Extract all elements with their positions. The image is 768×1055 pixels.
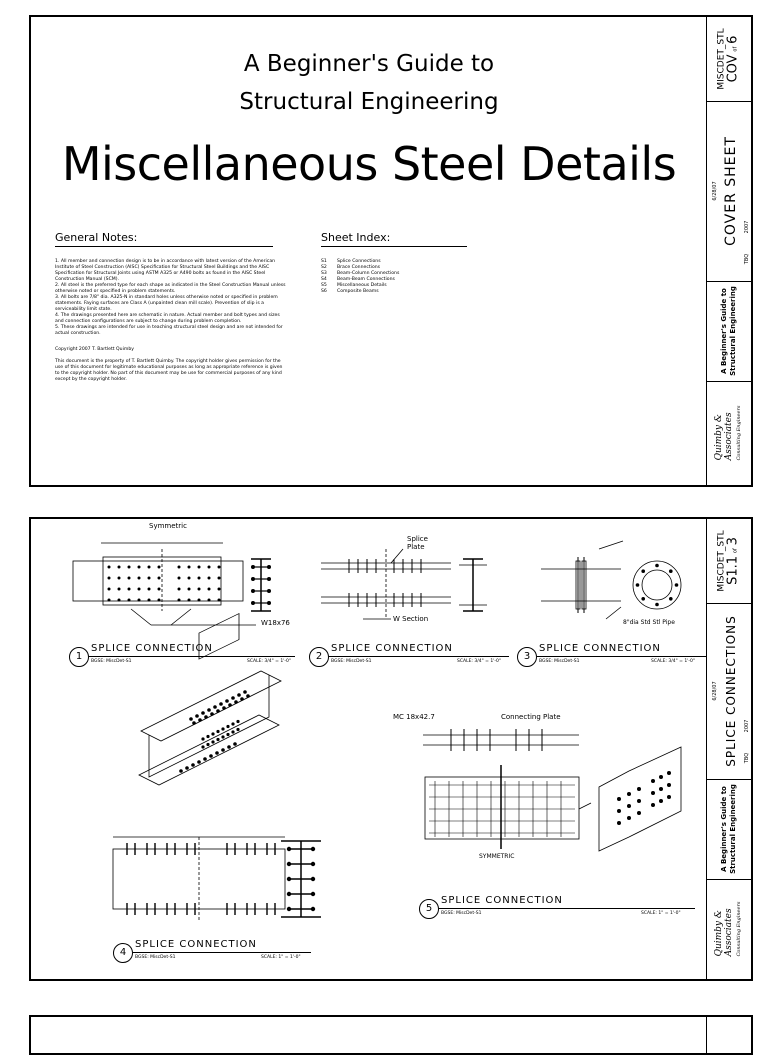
bolt-mark bbox=[188, 566, 191, 569]
bolt-mark bbox=[218, 566, 221, 569]
bolt-mark bbox=[204, 715, 208, 719]
bolt-mark bbox=[148, 599, 151, 602]
bolt-mark bbox=[197, 760, 201, 764]
detail-3-drawing bbox=[541, 541, 681, 619]
bolt-mark bbox=[218, 599, 221, 602]
index-name: Brace Connections bbox=[337, 265, 381, 270]
bolt-mark bbox=[158, 588, 161, 591]
bolt-mark bbox=[198, 566, 201, 569]
detail-1-title: SPLICE CONNECTION bbox=[91, 643, 213, 654]
index-name: Beam-Beam Connections bbox=[337, 277, 395, 282]
tb-date: 2007 bbox=[744, 220, 750, 234]
d3-arrow bbox=[599, 541, 623, 549]
index-name: Composite Beams bbox=[337, 289, 379, 294]
index-code: S6 bbox=[321, 289, 327, 294]
bolt-mark bbox=[128, 599, 131, 602]
d5-top-bolts bbox=[451, 729, 542, 751]
w18x76-label: W18x76 bbox=[261, 619, 290, 627]
tb-book-title-2: Structural Engineering bbox=[729, 286, 737, 376]
tb-book-title bbox=[720, 286, 738, 376]
symmetric2-label: SYMMETRIC bbox=[479, 853, 515, 860]
bolt-mark bbox=[267, 577, 271, 581]
bolt-mark bbox=[651, 791, 655, 795]
bolt-mark bbox=[198, 718, 202, 722]
d5-iso-plate bbox=[599, 747, 681, 851]
tb-sheet-total: 6 bbox=[725, 35, 741, 44]
bolt-mark bbox=[179, 769, 183, 773]
bolt-mark bbox=[231, 696, 235, 700]
tb2-revision: 6/28/07 bbox=[712, 681, 718, 701]
bolt-mark bbox=[208, 577, 211, 580]
bolt-mark bbox=[637, 811, 641, 815]
bolt-mark bbox=[287, 862, 291, 866]
bolt-mark bbox=[226, 725, 229, 728]
bolt-mark bbox=[108, 599, 111, 602]
detail-bubble-2: 2 bbox=[309, 647, 329, 667]
detail-1-drawing bbox=[73, 543, 271, 625]
bolt-mark bbox=[659, 775, 663, 779]
bolt-mark bbox=[667, 795, 671, 799]
bolt-mark bbox=[211, 732, 214, 735]
bolt-mark bbox=[234, 700, 238, 704]
bolt-mark bbox=[218, 577, 221, 580]
d3-pipe bbox=[541, 569, 621, 601]
bolt-mark bbox=[311, 892, 315, 896]
bolt-mark bbox=[251, 577, 255, 581]
bolt-mark bbox=[201, 711, 205, 715]
note-3: 3. All bolts are 7/8" dia. A325-N in standard holes unless otherwise noted or specified in problem statements. Faying surfaces are Class A (unpainted clean mill scale). Prevention of slip is a serviceability limit state. bbox=[55, 295, 278, 312]
tb-book-title-1: A Beginner's Guide to bbox=[720, 288, 728, 374]
bolt-mark bbox=[192, 721, 196, 725]
general-notes-list bbox=[55, 259, 287, 383]
d1-leader-a bbox=[131, 609, 151, 625]
bolt-mark bbox=[138, 566, 141, 569]
d4-bolts bbox=[127, 843, 275, 915]
bolt-mark bbox=[637, 787, 641, 791]
bolt-mark bbox=[236, 728, 239, 731]
bolt-mark bbox=[210, 712, 214, 716]
sheet-index-heading bbox=[321, 231, 390, 244]
detail-5-drawing bbox=[423, 729, 681, 851]
detail-bubble-4: 4 bbox=[113, 943, 133, 963]
tb-project-no: MISCDET_STL bbox=[716, 28, 727, 90]
d3-pipe-circle bbox=[642, 570, 672, 600]
d5-elevation bbox=[425, 777, 579, 839]
bolt-mark bbox=[128, 588, 131, 591]
bolt-mark bbox=[158, 566, 161, 569]
bolt-mark bbox=[148, 588, 151, 591]
detail-3-scale: SCALE: 3/4" = 1'-0" bbox=[651, 659, 695, 664]
bolt-mark bbox=[617, 809, 621, 813]
splice-plate-label bbox=[407, 535, 428, 551]
tb-sheet-title-cell bbox=[707, 101, 751, 282]
index-code: S4 bbox=[321, 277, 327, 282]
bolt-mark bbox=[667, 783, 671, 787]
symmetric-label: Symmetric bbox=[149, 522, 187, 530]
bolt-mark bbox=[669, 597, 673, 601]
bolt-mark bbox=[203, 757, 207, 761]
bolt-mark bbox=[243, 690, 247, 694]
splice-plate-label-2: Plate bbox=[407, 543, 425, 551]
bolt-mark bbox=[213, 705, 217, 709]
bolt-mark bbox=[189, 717, 193, 721]
bolt-mark bbox=[311, 907, 315, 911]
tb2-by: TBQ bbox=[744, 752, 750, 764]
bolt-mark bbox=[240, 697, 244, 701]
bolt-mark bbox=[236, 720, 239, 723]
tb2-project bbox=[717, 530, 742, 591]
d2-bolt-rows bbox=[349, 559, 421, 607]
bolt-mark bbox=[267, 589, 271, 593]
tb-project-cell bbox=[707, 17, 751, 102]
bolt-mark bbox=[198, 599, 201, 602]
index-code: S1 bbox=[321, 259, 327, 264]
bolt-mark bbox=[148, 577, 151, 580]
bolt-mark bbox=[669, 569, 673, 573]
bolt-mark bbox=[158, 577, 161, 580]
tb2-book-cell bbox=[707, 779, 751, 880]
tb-firm-2: Associates bbox=[724, 412, 734, 461]
bolt-mark bbox=[108, 588, 111, 591]
tb2-project-no: MISCDET_STL bbox=[716, 530, 727, 592]
detail-bubble-1: 1 bbox=[69, 647, 89, 667]
bolt-mark bbox=[178, 588, 181, 591]
bolt-mark bbox=[251, 565, 255, 569]
bolt-mark bbox=[198, 588, 201, 591]
bolt-mark bbox=[311, 847, 315, 851]
detail-3-title: SPLICE CONNECTION bbox=[539, 643, 661, 654]
tb2-sheet-of: of bbox=[732, 548, 739, 554]
bolt-mark bbox=[148, 566, 151, 569]
bolt-mark bbox=[655, 564, 659, 568]
detail-4-drawing bbox=[113, 837, 321, 921]
bolt-mark bbox=[237, 693, 241, 697]
detail-2-drawing bbox=[321, 549, 487, 619]
detail-3-ref: BGSE: MiscDet-S1 bbox=[539, 659, 580, 664]
detail-2-ref: BGSE: MiscDet-S1 bbox=[331, 659, 372, 664]
note-1: 1. All member and connection design is to be in accordance with latest version of the American Institute of Steel Construction (AISC) Specification for Structural Steel Buildings and the AISC Specification for Structural Joints using ASTM A325 or A490 bolts as found in the AISC Steel Construction Manual (SCM). bbox=[55, 259, 276, 282]
bolt-mark bbox=[226, 733, 229, 736]
d5-bolt-grid bbox=[429, 781, 575, 837]
bolt-mark bbox=[617, 797, 621, 801]
bolt-mark bbox=[246, 694, 250, 698]
bolt-mark bbox=[201, 745, 204, 748]
iso-web bbox=[149, 675, 269, 777]
d5-iso-bolts bbox=[617, 771, 671, 825]
bolt-mark bbox=[219, 702, 223, 706]
bolt-mark bbox=[222, 706, 226, 710]
tb2-firm-cell bbox=[707, 879, 751, 979]
detail-4-rule bbox=[133, 952, 311, 953]
tb2-firm-3: Consulting Engineers bbox=[736, 901, 742, 957]
bolt-mark bbox=[251, 589, 255, 593]
d1-leader-b bbox=[171, 609, 191, 625]
bolt-mark bbox=[211, 740, 214, 743]
bolt-mark bbox=[215, 751, 219, 755]
bolt-mark bbox=[287, 892, 291, 896]
d2-plate-leader bbox=[391, 549, 403, 563]
detail-5-title: SPLICE CONNECTION bbox=[441, 895, 563, 906]
iso-top-flange bbox=[141, 671, 281, 741]
w-section-label: W Section bbox=[393, 615, 429, 623]
third-sheet-partial bbox=[29, 1015, 753, 1055]
title-block-3 bbox=[706, 1017, 751, 1053]
bolt-mark bbox=[617, 821, 621, 825]
tb2-book-title-2: Structural Engineering bbox=[729, 784, 737, 874]
tb2-firm-2: Associates bbox=[724, 908, 734, 957]
bolt-mark bbox=[191, 763, 195, 767]
tb-sheet-of: of bbox=[732, 46, 739, 52]
bolt-mark bbox=[188, 599, 191, 602]
bolt-mark bbox=[206, 743, 209, 746]
bolt-mark bbox=[651, 779, 655, 783]
index-name: Beam-Column Connections bbox=[337, 271, 400, 276]
sheet-index-list bbox=[321, 259, 471, 295]
d3-bolt-circle bbox=[578, 557, 678, 613]
general-notes-heading bbox=[55, 231, 137, 244]
bolt-mark bbox=[185, 766, 189, 770]
splice-plate-label-1: Splice bbox=[407, 535, 428, 543]
bolt-mark bbox=[231, 730, 234, 733]
general-notes-heading-text: General Notes: bbox=[55, 231, 138, 244]
bolt-mark bbox=[636, 583, 640, 587]
tb-book-cell bbox=[707, 281, 751, 382]
detail-3-rule bbox=[537, 656, 707, 657]
detail-2-title: SPLICE CONNECTION bbox=[331, 643, 453, 654]
bolt-mark bbox=[206, 735, 209, 738]
bolt-mark bbox=[216, 709, 220, 713]
bolt-mark bbox=[659, 787, 663, 791]
sheet-index-heading-text: Sheet Index: bbox=[321, 231, 391, 244]
tb-by: TBQ bbox=[744, 254, 750, 265]
bolt-mark bbox=[627, 792, 631, 796]
detail-5-rule bbox=[439, 908, 695, 909]
copyright-line: Copyright 2007 T. Bartlett Quimby bbox=[55, 347, 134, 352]
bolt-mark bbox=[128, 577, 131, 580]
bolt-mark bbox=[287, 877, 291, 881]
bolt-mark bbox=[667, 771, 671, 775]
bolt-mark bbox=[655, 603, 659, 607]
bolt-mark bbox=[178, 599, 181, 602]
bolt-mark bbox=[221, 735, 224, 738]
bolt-mark bbox=[138, 577, 141, 580]
bolt-mark bbox=[118, 588, 121, 591]
bolt-mark bbox=[108, 566, 111, 569]
tb-sheet-title: COVER SHEET bbox=[723, 136, 739, 246]
tb2-sheet-total: 3 bbox=[725, 537, 741, 546]
isometric-drawing bbox=[139, 614, 281, 785]
tb2-firm-logo bbox=[714, 902, 744, 957]
tb-sheet-no: COV bbox=[725, 54, 741, 83]
bolt-mark bbox=[267, 565, 271, 569]
bolt-mark bbox=[198, 577, 201, 580]
bolt-mark bbox=[118, 599, 121, 602]
guide-title-line1: A Beginner's Guide to bbox=[243, 51, 495, 77]
index-row bbox=[321, 289, 471, 295]
bolt-mark bbox=[637, 799, 641, 803]
iso-bot-flange bbox=[139, 715, 279, 785]
detail-5-scale: SCALE: 1" = 1'-0" bbox=[641, 911, 681, 916]
bolt-mark bbox=[641, 597, 645, 601]
tb-firm-3: Consulting Engineers bbox=[736, 405, 742, 461]
bolt-mark bbox=[188, 577, 191, 580]
bolt-mark bbox=[195, 714, 199, 718]
bolt-mark bbox=[659, 799, 663, 803]
bolt-mark bbox=[233, 742, 237, 746]
pipe-label: 8"dia Std Stl Pipe bbox=[623, 619, 675, 626]
detail-4-title: SPLICE CONNECTION bbox=[135, 939, 257, 950]
index-name: Splice Connections bbox=[337, 259, 381, 264]
detail-4-scale: SCALE: 1" = 1'-0" bbox=[261, 955, 301, 960]
bolt-mark bbox=[225, 699, 229, 703]
bolt-mark bbox=[267, 601, 271, 605]
bolt-mark bbox=[311, 877, 315, 881]
bolt-mark bbox=[208, 566, 211, 569]
bolt-mark bbox=[108, 577, 111, 580]
bolt-mark bbox=[138, 588, 141, 591]
bolt-mark bbox=[188, 588, 191, 591]
bolt-mark bbox=[158, 599, 161, 602]
detail-1-scale: SCALE: 3/4" = 1'-0" bbox=[247, 659, 291, 664]
bolt-mark bbox=[287, 907, 291, 911]
connecting-plate-label: Connecting Plate bbox=[501, 713, 561, 721]
bolt-mark bbox=[128, 566, 131, 569]
note-5: 5. These drawings are intended for use in teaching structural steel design and are not intended for actual construction. bbox=[55, 325, 283, 336]
bolt-mark bbox=[216, 738, 219, 741]
bolt-mark bbox=[221, 727, 224, 730]
tb2-project-cell bbox=[707, 519, 751, 604]
tb2-sheet-title-cell bbox=[707, 603, 751, 780]
bolt-mark bbox=[138, 599, 141, 602]
detail-2-rule bbox=[329, 656, 509, 657]
index-code: S3 bbox=[321, 271, 327, 276]
sheet-index-rule bbox=[321, 246, 467, 247]
tb-firm-1: Quimby & bbox=[714, 414, 724, 461]
bolt-mark bbox=[251, 601, 255, 605]
d1-bolt-grid bbox=[108, 566, 221, 602]
note-2: 2. All steel is the preferred type for each shape as indicated in the Steel Construction Manual unless otherwise noted or specified in problem statements. bbox=[55, 283, 286, 294]
detail-1-ref: BGSE: MiscDet-S1 bbox=[91, 659, 132, 664]
bolt-mark bbox=[651, 803, 655, 807]
bolt-mark bbox=[627, 804, 631, 808]
d3-flange-circle bbox=[633, 561, 681, 609]
general-notes-rule bbox=[55, 246, 273, 247]
detail-bubble-5: 5 bbox=[419, 899, 439, 919]
bolt-mark bbox=[118, 566, 121, 569]
tb-project bbox=[717, 28, 742, 89]
bolt-mark bbox=[227, 745, 231, 749]
detail-bubble-3: 3 bbox=[517, 647, 537, 667]
bolt-mark bbox=[208, 599, 211, 602]
detail-4-ref: BGSE: MiscDet-S1 bbox=[135, 955, 176, 960]
copyright-body: This document is the property of T. Bartlett Quimby. The copyright holder gives permission for the use of this document for legitimate educational purposes as long as appropriate reference is given to the copyright holder. No part of this document may be use for commercial purposes of any kind except by the copyright holder. bbox=[55, 359, 283, 382]
tb2-book-title-1: A Beginner's Guide to bbox=[720, 786, 728, 872]
note-4: 4. The drawings presented here are schematic in nature. Actual member and bolt types and sizes and connection configurations are subject to change during problem completion. bbox=[55, 313, 280, 324]
tb2-book-title bbox=[720, 784, 738, 874]
tb-firm-logo bbox=[714, 406, 744, 461]
bolt-mark bbox=[178, 566, 181, 569]
detail-5-ref: BGSE: MiscDet-S1 bbox=[441, 911, 482, 916]
tb2-sheet-no: S1.1 bbox=[725, 555, 741, 585]
mc-label: MC 18x42.7 bbox=[393, 713, 435, 721]
bolt-mark bbox=[641, 569, 645, 573]
bolt-mark bbox=[178, 577, 181, 580]
main-title: Miscellaneous Steel Details bbox=[61, 137, 677, 191]
bolt-mark bbox=[231, 722, 234, 725]
bolt-mark bbox=[207, 708, 211, 712]
bolt-mark bbox=[118, 577, 121, 580]
drawing-area bbox=[31, 519, 711, 979]
bolt-mark bbox=[218, 588, 221, 591]
bolt-mark bbox=[209, 754, 213, 758]
title-block-2 bbox=[706, 519, 751, 979]
guide-title-line2: Structural Engineering bbox=[239, 89, 499, 115]
tb2-sheet-title: SPLICE CONNECTIONS bbox=[724, 615, 738, 767]
splice-sheet bbox=[29, 517, 753, 981]
d5-arrow bbox=[579, 803, 591, 809]
cover-sheet bbox=[29, 15, 753, 487]
detail-1-rule bbox=[89, 656, 295, 657]
bolt-mark bbox=[201, 737, 204, 740]
detail-2-scale: SCALE: 3/4" = 1'-0" bbox=[457, 659, 501, 664]
bolt-mark bbox=[216, 730, 219, 733]
bolt-mark bbox=[311, 862, 315, 866]
tb2-date: 2007 bbox=[744, 719, 750, 733]
bolt-mark bbox=[675, 583, 679, 587]
bolt-mark bbox=[627, 816, 631, 820]
bolt-mark bbox=[287, 847, 291, 851]
tb-revision: 6/28/07 bbox=[712, 181, 718, 201]
d3-pipe-leader bbox=[606, 607, 621, 619]
title-block bbox=[706, 17, 751, 485]
bolt-mark bbox=[208, 588, 211, 591]
bolt-mark bbox=[228, 703, 232, 707]
tb-firm-cell bbox=[707, 381, 751, 485]
index-code: S2 bbox=[321, 265, 327, 270]
tb2-firm-1: Quimby & bbox=[714, 910, 724, 957]
index-code: S5 bbox=[321, 283, 327, 288]
bolt-mark bbox=[221, 748, 225, 752]
index-name: Miscellaneous Details bbox=[337, 283, 387, 288]
